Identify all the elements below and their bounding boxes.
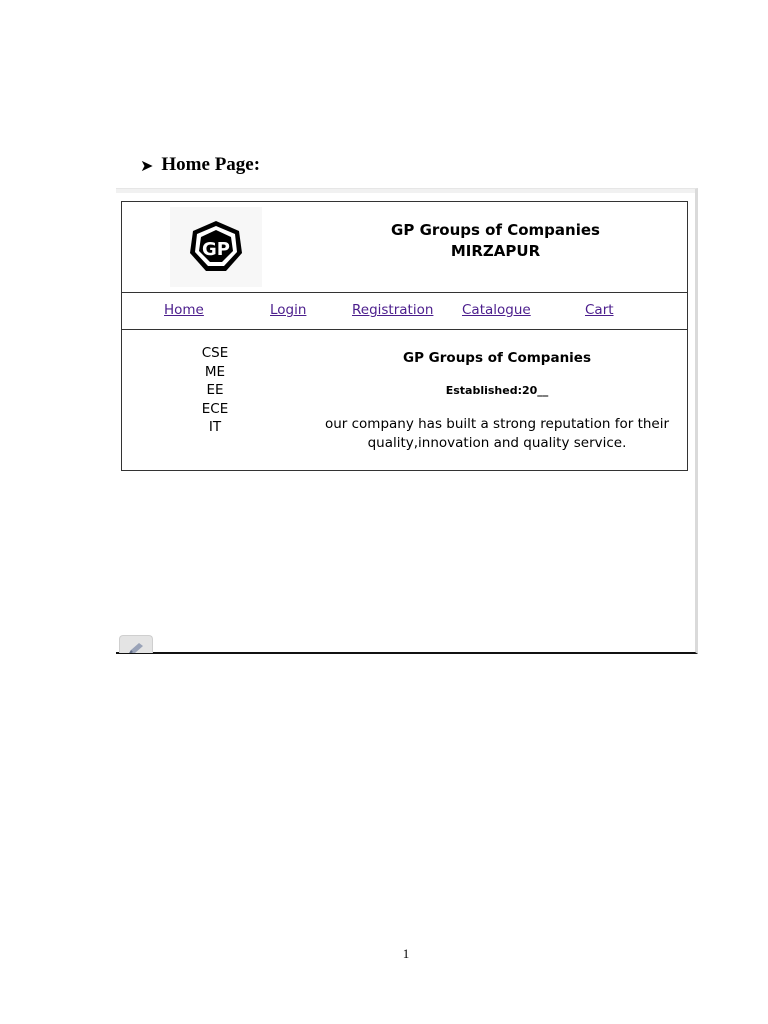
nav-link-home[interactable]: Home [164,302,204,318]
nav-link-catalogue[interactable]: Catalogue [462,302,531,318]
nav-link-registration[interactable]: Registration [352,302,434,318]
department-item: ECE [201,400,229,417]
screenshot-top-bar [116,189,695,193]
department-list [192,344,238,437]
document-heading [140,154,260,176]
svg-text:GP: GP [202,239,230,260]
department-item: IT [208,419,222,435]
document-heading-text: Home Page: [161,154,261,175]
department-item: EE [206,382,224,398]
website-screenshot [116,188,698,654]
nav-link-login[interactable]: Login [270,302,307,318]
about-description-line: our company has built a strong reputation for their [324,416,670,432]
website-frame [121,201,688,471]
department-item: CSE [201,345,229,361]
edit-pencil-icon [126,642,146,653]
about-section [322,348,672,453]
edit-widget[interactable] [119,635,153,653]
established-text: Established:20__ [445,384,549,397]
about-description [322,415,672,453]
nav-link-cart[interactable]: Cart [585,302,614,318]
company-city: MIRZAPUR [450,242,541,260]
page-number: 1 [402,946,410,961]
site-body [122,330,687,470]
arrow-bullet-icon: ➤ [140,155,154,175]
about-title: GP Groups of Companies [403,350,591,366]
site-header-title [377,220,614,262]
site-navigation [122,293,687,330]
department-item: ME [204,363,226,380]
company-name: GP Groups of Companies [391,221,600,239]
gp-logo-icon [170,207,262,287]
site-header [122,202,687,293]
about-description-line: quality,innovation and quality service. [367,435,627,451]
